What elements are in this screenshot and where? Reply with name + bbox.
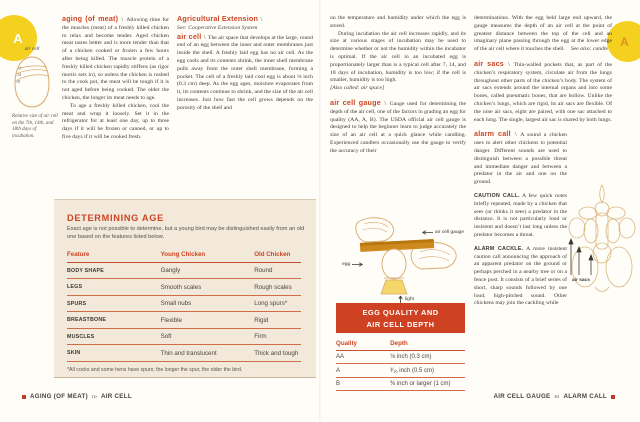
depth-cell: ⅛ inch (0.3 cm) xyxy=(390,350,465,364)
determining-age-table xyxy=(67,248,301,362)
table-row xyxy=(67,279,301,296)
gauge-continued xyxy=(474,15,612,54)
arrow-right-icon xyxy=(352,262,365,267)
entry-separator: \ xyxy=(384,100,387,107)
table-row xyxy=(336,350,465,364)
young-cell: Smooth scales xyxy=(161,279,255,296)
young-cell: Small nubs xyxy=(161,295,255,312)
entry-body: Allowing time for the muscles (meat) of a freshly killed chicken to relax and become tender. Aged chicken meat tastes better and is more tender than that of a chicken cooked or frozen a few hours after being killed. The muscle protein of a freshly killed chicken rapidly stiffens (as rigor mortis sets in), so unless the chicken is rushed to the cook pot, the meat will be tough if it is not aged before being cooked. The older the chicken, the longer its meat needs to age. xyxy=(62,17,170,101)
column-header: Young Chicken xyxy=(161,248,255,262)
svg-text:18: 18 xyxy=(16,79,20,84)
svg-text:7: 7 xyxy=(19,66,21,71)
table-row xyxy=(336,377,465,391)
entry-term: air cell xyxy=(177,31,202,41)
cross-reference: See: Cooperative Extension System xyxy=(177,24,258,31)
entry-body: Gauge used for determining the depth of the air cell, one of the factors in grading an egg for quality (AA, A, B). The USDA official air cell gauge is designed to help the beginner learn to judge accurately the size of an air cell at a quick glance while candling. Experienced candlers occasionally use the gauge to verify the accuracy of their xyxy=(330,100,466,154)
entry-agricultural-extension xyxy=(177,15,313,25)
page-gutter xyxy=(319,0,322,422)
heading-line-1: EGG QUALITY AND xyxy=(362,308,439,317)
entry-term: air cell gauge xyxy=(330,97,381,107)
air-cell-continued-2: During incubation the air cell increases rapidly, and its size at various stages of incubation may be used to determine whether or not the humidity within the incubator is optimal. If the air cell in an incubated egg is proportionately larger than is a typical cell after 7, 14, and 18 days of incubation, humidity is too low; if the cell is smaller, humidity is too high. xyxy=(330,30,466,84)
entry-body: The air space that develops at the large, round end of an egg between the inner and outer membranes just inside the shell. A freshly laid egg has no air cell. As the egg cools and its contents shrink, the inner shell membrane pulls away from the outer shell membrane, forming a pocket. The cell of a freshly laid cool egg is about ⅛ inch (0.3 cm) deep. As the egg ages, moisture evaporates from it, its contents continue to shrink, and the size of the air cell increases. Just how fast the cell grows depends on the porosity of the shell and xyxy=(177,34,313,111)
depth-cell: ³⁄₁₆ inch (0.5 cm) xyxy=(390,364,465,378)
running-footer-right xyxy=(493,393,615,400)
entry-term: alarm call xyxy=(474,129,511,139)
old-cell: Firm xyxy=(254,328,301,345)
sub-entry-label: ALARM CACKLE. xyxy=(474,245,524,252)
entry-body: determinations. With the egg held large end upward, the gauge measures the depth of an air cell at the point of greatest distance between the top of the cell and an imaginary plane passing through the egg at the lower edge of the air cell where it touches the shell. xyxy=(474,15,612,53)
table-row xyxy=(67,345,301,362)
footer-to: to xyxy=(92,393,97,400)
entry-separator: \ xyxy=(507,61,510,68)
table-row xyxy=(67,312,301,329)
quality-cell: A xyxy=(336,364,390,378)
caution-call-paragraph xyxy=(474,193,567,240)
entry-body: A sound a chicken uses to alert other chickens to potential danger. Different sounds are used to distinguish between a possible threat and immediate danger and between a predator in the air and one on the ground. xyxy=(474,132,568,186)
panel-intro: Exact age is not possible to determine, but a young bird may be distinguished easily from an old one based on the features listed below. xyxy=(67,226,305,240)
determining-age-panel xyxy=(54,199,316,378)
young-cell: Flexible xyxy=(161,312,255,329)
column-header: Depth xyxy=(390,337,465,350)
feature-cell: BODY SHAPE xyxy=(67,262,161,279)
young-cell: Soft xyxy=(161,328,255,345)
entry-term: air sacs xyxy=(474,58,504,68)
egg-figure-label: air cell xyxy=(24,46,40,52)
egg-figure-caption: Relative size of air cell on the 7th, 14th, and 18th days of incubation. xyxy=(12,114,58,139)
sub-entry-body: A few quick notes briefly repeated, made by a chicken that sees (or thinks it sees) a predator in the distance. It is not particularly loud or insistent and doesn’t last long unless the predator becomes a threat. xyxy=(474,192,567,238)
entry-term: Agricultural Extension xyxy=(177,14,259,23)
table-header-row xyxy=(336,337,465,350)
feature-cell: BREASTBONE xyxy=(67,312,161,329)
sub-entry-body: A more insistent caution call announcing the approach of an apparent predator on the ground or perhaps perched in a nearby tree or on a fence post. It consists of a brief series of short, sharp sounds followed by one loud, high-pitched sound. Other chickens may join the cackling while xyxy=(474,245,567,307)
feature-cell: SKIN xyxy=(67,345,161,362)
depth-cell: ⅜ inch or larger (1 cm) xyxy=(390,377,465,391)
entry-alarm-call xyxy=(474,130,567,187)
section-letter: A xyxy=(13,30,23,46)
right-column-1 xyxy=(330,15,466,156)
air-cell-gauge-figure xyxy=(336,214,464,302)
entry-separator: \ xyxy=(121,17,124,23)
entry-aging-para2: To age a freshly killed chicken, cool the meat and wrap it loosely. Set it in the refrigerator for at least one day, up to three days if it will be frozen or canned, or up to five days if it will be cooked fresh. xyxy=(62,102,169,140)
table-header-row xyxy=(67,248,301,262)
footer-to: to xyxy=(554,393,560,400)
left-column-1 xyxy=(62,15,169,142)
page-marker-icon xyxy=(611,395,615,399)
entry-separator: \ xyxy=(514,132,517,139)
footer-range-end: AIR CELL xyxy=(100,393,132,400)
young-cell: Thin and translucent xyxy=(161,345,255,362)
old-cell: Rough scales xyxy=(254,279,301,296)
air-sacs-figure-label: air sacs xyxy=(572,278,590,283)
young-cell: Gangly xyxy=(161,262,255,279)
footer-range-start: AIR CELL GAUGE xyxy=(493,393,551,400)
egg-callout xyxy=(342,262,365,267)
air-sacs-figure xyxy=(563,183,640,303)
sub-entry-label: CAUTION CALL. xyxy=(474,192,520,199)
heading-line-2: AIR CELL DEPTH xyxy=(366,320,435,329)
footer-range-start: AGING (OF MEAT) xyxy=(30,393,89,400)
column-header: Feature xyxy=(67,248,161,262)
gauge-callout-text: air cell gauge xyxy=(434,230,464,235)
section-letter: A xyxy=(620,34,629,49)
panel-title: DETERMINING AGE xyxy=(67,213,164,223)
feature-cell: LEGS xyxy=(67,279,161,296)
column-header: Old Chicken xyxy=(254,248,301,262)
quality-cell: AA xyxy=(336,350,390,364)
entry-air-cell-gauge xyxy=(330,99,466,156)
footer-range-end: ALARM CALL xyxy=(563,393,607,400)
table-row xyxy=(67,295,301,312)
entry-separator: \ xyxy=(260,17,263,23)
entry-air-cell xyxy=(177,33,313,113)
table-row xyxy=(67,262,301,279)
light-callout-text: light xyxy=(405,296,414,302)
entry-body: Thin-walled pockets that, as part of the chicken’s respiratory system, circulate air from the lungs throughout other parts of the chicken’s body. The system of air sacs extends around the internal organs and into some bones, called pneumatic bones, that are hollow. Unlike the chicken’s lungs, which are rigid, its air sacs are flexible. Of the nine air sacs, eight are paired, with one sac attached to each lung. The single, largest air sac is shared by both lungs. xyxy=(474,61,612,123)
also-called-note: [Also called: air space] xyxy=(330,85,385,92)
alarm-cackle-paragraph xyxy=(474,246,567,308)
air-cell-continued: on the temperature and humidity under which the egg is stored. xyxy=(330,15,466,29)
column-header: Quality xyxy=(336,337,390,350)
old-cell: Long spurs* xyxy=(254,295,301,312)
see-also-note: See also: candle xyxy=(570,46,609,53)
egg-quality-heading xyxy=(336,303,465,333)
svg-text:14: 14 xyxy=(17,72,21,77)
egg-diagram-icon xyxy=(10,54,54,110)
quality-cell: B xyxy=(336,377,390,391)
arrow-left-icon xyxy=(420,230,433,235)
page-marker-icon xyxy=(22,395,26,399)
candling-diagram-icon xyxy=(336,214,464,302)
air-cell-egg-figure xyxy=(5,46,59,140)
old-cell: Rigid xyxy=(254,312,301,329)
old-cell: Thick and tough xyxy=(254,345,301,362)
egg-callout-text: egg xyxy=(342,262,351,267)
running-footer-left xyxy=(22,393,132,400)
table-row xyxy=(336,364,465,378)
air-sacs-diagram-icon xyxy=(563,183,640,303)
entry-air-sacs xyxy=(474,60,612,124)
old-cell: Round xyxy=(254,262,301,279)
left-column-2 xyxy=(177,15,313,113)
entry-separator: \ xyxy=(203,34,206,41)
table-footnote: *All cocks and some hens have spurs; the longer the spur, the older the bird. xyxy=(67,366,243,373)
entry-term: aging (of meat) xyxy=(62,14,119,23)
entry-aging xyxy=(62,15,169,103)
table-row xyxy=(67,328,301,345)
feature-cell: MUSCLES xyxy=(67,328,161,345)
feature-cell: SPURS xyxy=(67,295,161,312)
egg-quality-table xyxy=(336,337,465,391)
gauge-callout xyxy=(420,230,464,235)
